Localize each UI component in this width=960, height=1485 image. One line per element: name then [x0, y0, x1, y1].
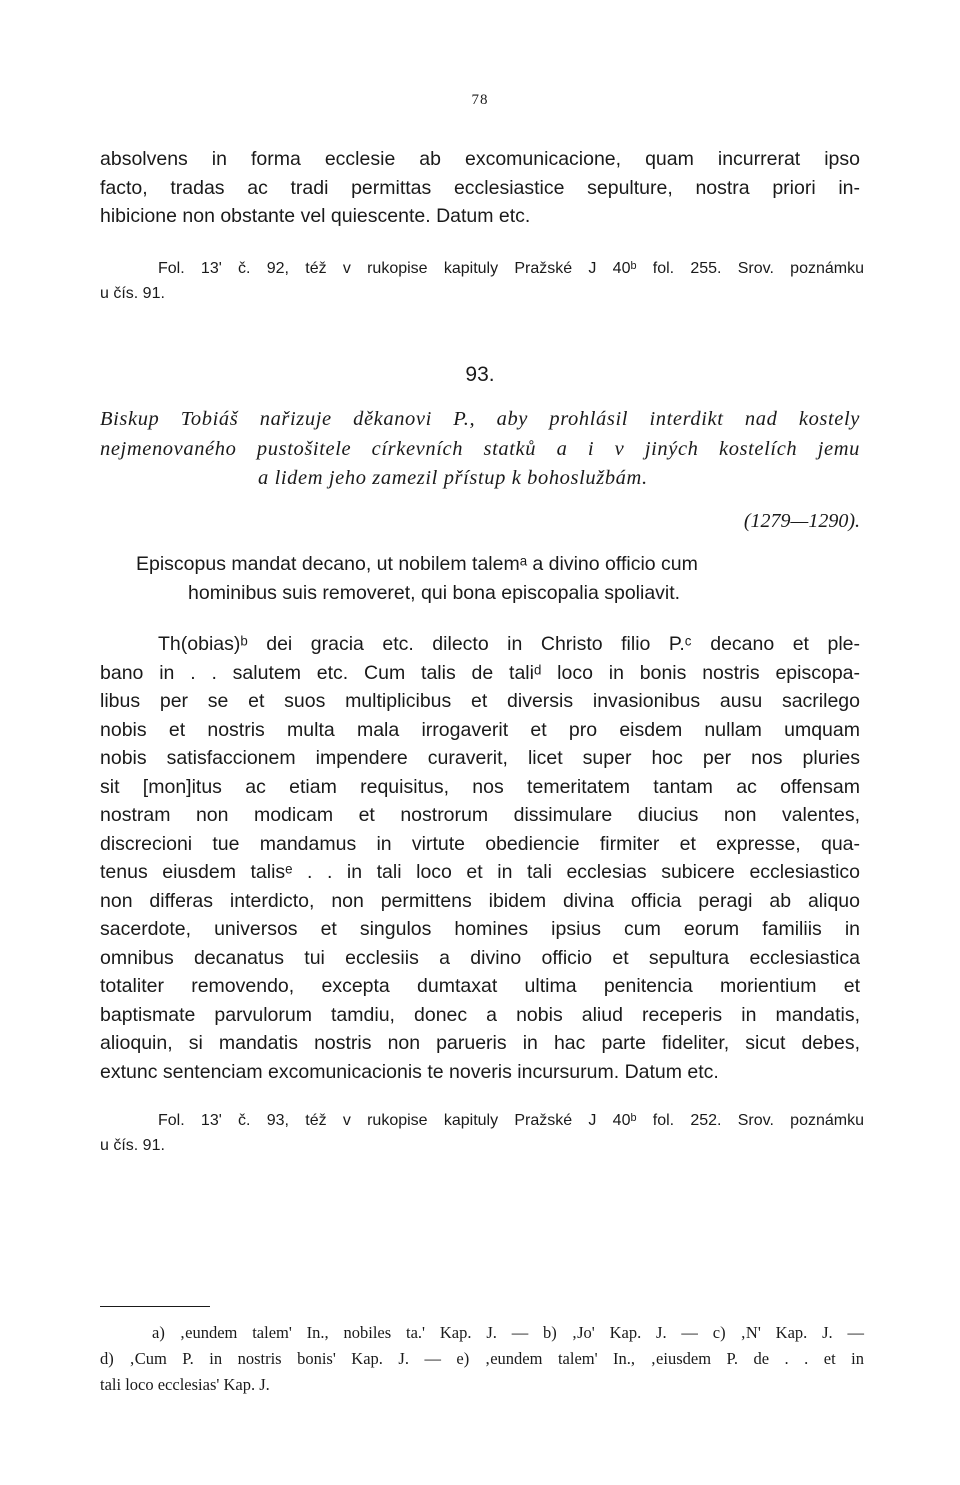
footnote-line: a) ‚eundem talem' In., nobiles ta.' Kap. J. — b) ‚Jo' Kap. J. — c) ‚N' Kap. J. —: [152, 1323, 864, 1342]
document-date: (1279—1290).: [743, 510, 860, 532]
text-line: bano in . . salutem etc. Cum talis de taliᵈ loco in bonis nostris episcopa-: [100, 661, 860, 684]
text-line: extunc sentenciam excomunicacionis te noveris incursurum. Datum etc.: [100, 1060, 719, 1083]
text-line: Th(obias)ᵇ dei gracia etc. dilecto in Christo filio P.ᶜ decano et ple-: [158, 633, 860, 655]
regest-line: nejmenovaného pustošitele církevních statků a i v jiných kostelích jemu: [100, 437, 860, 460]
source-note: [100, 256, 864, 306]
document-number: 93.: [465, 363, 495, 386]
text-line: sit [mon]itus ac etiam requisitus, nos temeritatem tantam ac offensam: [100, 775, 860, 798]
text-line: omnibus decanatus tui ecclesiis a divino officio et sepultura ecclesiastica: [100, 946, 860, 969]
regest-line: Biskup Tobiáš nařizuje děkanovi P., aby prohlásil interdikt nad kostely: [100, 408, 860, 430]
latin-summary: [100, 550, 860, 607]
summary-line: Episcopus mandat decano, ut nobilem talemᵃ a divino officio cum: [136, 553, 698, 575]
note-line: u čís. 91.: [100, 285, 165, 302]
text-line: alioquin, si mandatis nostris non parueris in hac parte fideliter, sicut debes,: [100, 1032, 860, 1054]
note-line: Fol. 13' č. 92, též v rukopise kapituly Pražské J 40ᵇ fol. 255. Srov. poznámku: [158, 260, 864, 277]
opening-paragraph: [100, 145, 860, 231]
text-line: baptismate parvulorum tamdiu, donec a nobis aliud receperis in mandatis,: [100, 1003, 860, 1026]
footnote-line: tali loco ecclesias' Kap. J.: [100, 1375, 270, 1394]
text-line: nobis satisfaccionem impendere curaverit, licet super hoc per nos pluries: [100, 747, 860, 769]
text-line: totaliter removendo, excepta dumtaxat ultima penitencia morientium et: [100, 975, 860, 997]
summary-line: hominibus suis removeret, qui bona episcopalia spoliavit.: [188, 581, 681, 604]
text-line: absolvens in forma ecclesie ab excomunicacione, quam incurrerat ipso: [100, 148, 860, 170]
page-number: 78: [471, 92, 489, 108]
note-line: Fol. 13' č. 93, též v rukopise kapituly Pražské J 40ᵇ fol. 252. Srov. poznámku: [158, 1112, 864, 1129]
source-note: [100, 1108, 864, 1158]
text-line: non differas interdicto, non permittens ibidem divina officia peragi ab aliquo: [100, 889, 860, 912]
footnote-divider: [100, 1306, 210, 1307]
text-line: facto, tradas ac tradi permittas ecclesiastice sepulture, nostra priori in-: [100, 176, 860, 199]
charter-text: [100, 630, 860, 1086]
text-line: nostram non modicam et nostrorum dissimulare diucius non valentes,: [100, 804, 860, 826]
regest-line: a lidem jeho zamezil přístup k bohoslužbám.: [258, 467, 648, 489]
text-line: nobis et nostris multa mala irrogaverit et pro eisdem nullam umquam: [100, 718, 860, 741]
text-line: tenus eiusdem talisᵉ . . in tali loco et in tali ecclesias subicere ecclesiastico: [100, 861, 860, 883]
regest-heading: [100, 405, 860, 494]
footnotes: [100, 1320, 864, 1398]
text-line: libus per se et suos multiplicibus et diversis invasionibus ausu sacrilego: [100, 690, 860, 712]
text-line: sacerdote, universos et singulos homines ipsius cum eorum familiis in: [100, 918, 860, 940]
footnote-line: d) ‚Cum P. in nostris bonis' Kap. J. — e) ‚eundem talem' In., ‚eiusdem P. de . . et in: [100, 1349, 864, 1368]
text-line: hibicione non obstante vel quiescente. Datum etc.: [100, 205, 531, 227]
note-line: u čís. 91.: [100, 1137, 165, 1154]
text-line: discrecioni tue mandamus in virtute obediencie firmiter et expresse, qua-: [100, 832, 860, 855]
